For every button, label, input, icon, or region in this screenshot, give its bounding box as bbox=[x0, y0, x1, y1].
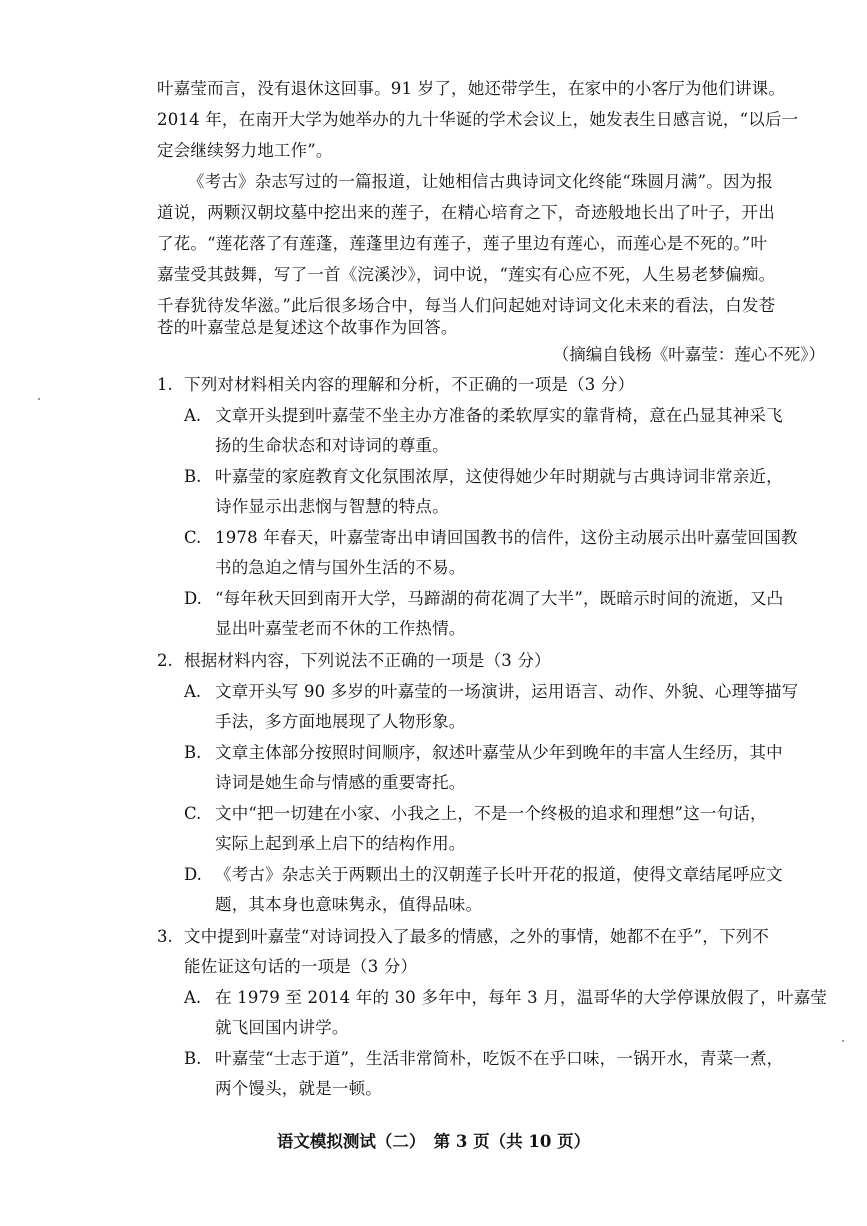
option-letter: B. bbox=[184, 743, 202, 762]
option-text: 《考古》杂志关于两颗出土的汉朝莲子长叶开花的报道，使得文章结尾呼应文 bbox=[215, 865, 783, 884]
passage-line: 苍的叶嘉莹总是复述这个故事作为回答。 bbox=[157, 318, 458, 337]
option-letter: D. bbox=[184, 589, 202, 608]
question-stem: 能佐证这句话的一项是（3 分） bbox=[184, 957, 418, 976]
question-stem: 文中提到叶嘉莹“对诗词投入了最多的情感，之外的事情，她都不在乎”，下列不 bbox=[184, 927, 770, 946]
option-letter: A. bbox=[184, 682, 202, 701]
passage-line: 了花。“莲花落了有莲蓬，莲蓬里边有莲子，莲子里边有莲心，而莲心是不死的。”叶 bbox=[157, 234, 768, 253]
scan-speck bbox=[38, 398, 40, 400]
passage-source: （摘编自钱杨《叶嘉莹：莲心不死》） bbox=[552, 345, 825, 364]
option-text: 文章主体部分按照时间顺序，叙述叶嘉莹从少年到晚年的丰富人生经历，其中 bbox=[215, 743, 783, 762]
option-text: 文中“把一切建在小家、小我之上，不是一个终极的追求和理想”这一句话， bbox=[215, 804, 767, 823]
option-text: 实际上起到承上启下的结构作用。 bbox=[215, 834, 466, 853]
question-number: 3. bbox=[157, 927, 173, 946]
option-text: 两个馒头，就是一顿。 bbox=[215, 1079, 382, 1098]
option-letter: D. bbox=[184, 865, 202, 884]
option-letter: A. bbox=[184, 988, 202, 1007]
scan-speck bbox=[842, 1040, 844, 1042]
option-text: 诗词是她生命与情感的重要寄托。 bbox=[215, 773, 466, 792]
question-number: 1. bbox=[157, 375, 173, 394]
option-text: 诗作显示出悲悯与智慧的特点。 bbox=[215, 497, 449, 516]
option-letter: C. bbox=[184, 528, 202, 547]
option-text: 叶嘉莹“士志于道”，生活非常简朴，吃饭不在乎口味，一锅开水，青菜一煮， bbox=[215, 1049, 784, 1068]
option-text: 文章开头提到叶嘉莹不坐主办方准备的柔软厚实的靠背椅，意在凸显其神采飞 bbox=[215, 406, 783, 425]
passage-line: 千春犹待发华滋。”此后很多场合中，每当人们问起她对诗词文化未来的看法，白发苍 bbox=[157, 296, 776, 315]
option-text: 在 1979 至 2014 年的 30 多年中，每年 3 月，温哥华的大学停课放假了，叶嘉莹 bbox=[215, 988, 828, 1007]
question-stem: 根据材料内容，下列说法不正确的一项是（3 分） bbox=[184, 651, 551, 670]
option-text: 就飞回国内讲学。 bbox=[215, 1018, 349, 1037]
option-letter: C. bbox=[184, 804, 202, 823]
option-text: 手法，多方面地展现了人物形象。 bbox=[215, 712, 466, 731]
option-text: 题，其本身也意味隽永，值得品味。 bbox=[215, 895, 483, 914]
option-text: 显出叶嘉莹老而不休的工作热情。 bbox=[215, 619, 466, 638]
question-number: 2. bbox=[157, 651, 173, 670]
option-text: 叶嘉莹的家庭教育文化氛围浓厚，这使得她少年时期就与古典诗词非常亲近， bbox=[215, 467, 783, 486]
option-text: 书的急迫之情与国外生活的不易。 bbox=[215, 558, 466, 577]
option-letter: B. bbox=[184, 467, 202, 486]
option-text: 文章开头写 90 多岁的叶嘉莹的一场演讲，运用语言、动作、外貌、心理等描写 bbox=[215, 682, 799, 701]
option-letter: B. bbox=[184, 1049, 202, 1068]
passage-line: 叶嘉莹而言，没有退休这回事。91 岁了，她还带学生，在家中的小客厅为他们讲课。 bbox=[157, 79, 786, 98]
option-letter: A. bbox=[184, 406, 202, 425]
option-text: 扬的生命状态和对诗词的尊重。 bbox=[215, 436, 449, 455]
page-footer: 语文模拟测试（二） 第 3 页（共 10 页） bbox=[276, 1132, 591, 1151]
passage-line: 2014 年，在南开大学为她举办的九十华诞的学术会议上，她发表生日感言说，“以后一 bbox=[157, 110, 799, 129]
option-text: “每年秋天回到南开大学，马蹄湖的荷花凋了大半”，既暗示时间的流逝，又凸 bbox=[215, 589, 784, 608]
option-text: 1978 年春天，叶嘉莹寄出申请回国教书的信件，这份主动展示出叶嘉莹回国教 bbox=[215, 528, 798, 547]
passage-line: 道说，两颗汉朝坟墓中挖出来的莲子，在精心培育之下，奇迹般地长出了叶子，开出 bbox=[157, 203, 775, 222]
passage-line: 定会继续努力地工作”。 bbox=[157, 141, 333, 160]
passage-line: 《考古》杂志写过的一篇报道，让她相信古典诗词文化终能“珠圆月满”。因为报 bbox=[188, 172, 774, 191]
passage-line: 嘉莹受其鼓舞，写了一首《浣溪沙》，词中说，“莲实有心应不死，人生易老梦偏痴。 bbox=[157, 265, 776, 284]
question-stem: 下列对材料相关内容的理解和分析，不正确的一项是（3 分） bbox=[184, 375, 635, 394]
